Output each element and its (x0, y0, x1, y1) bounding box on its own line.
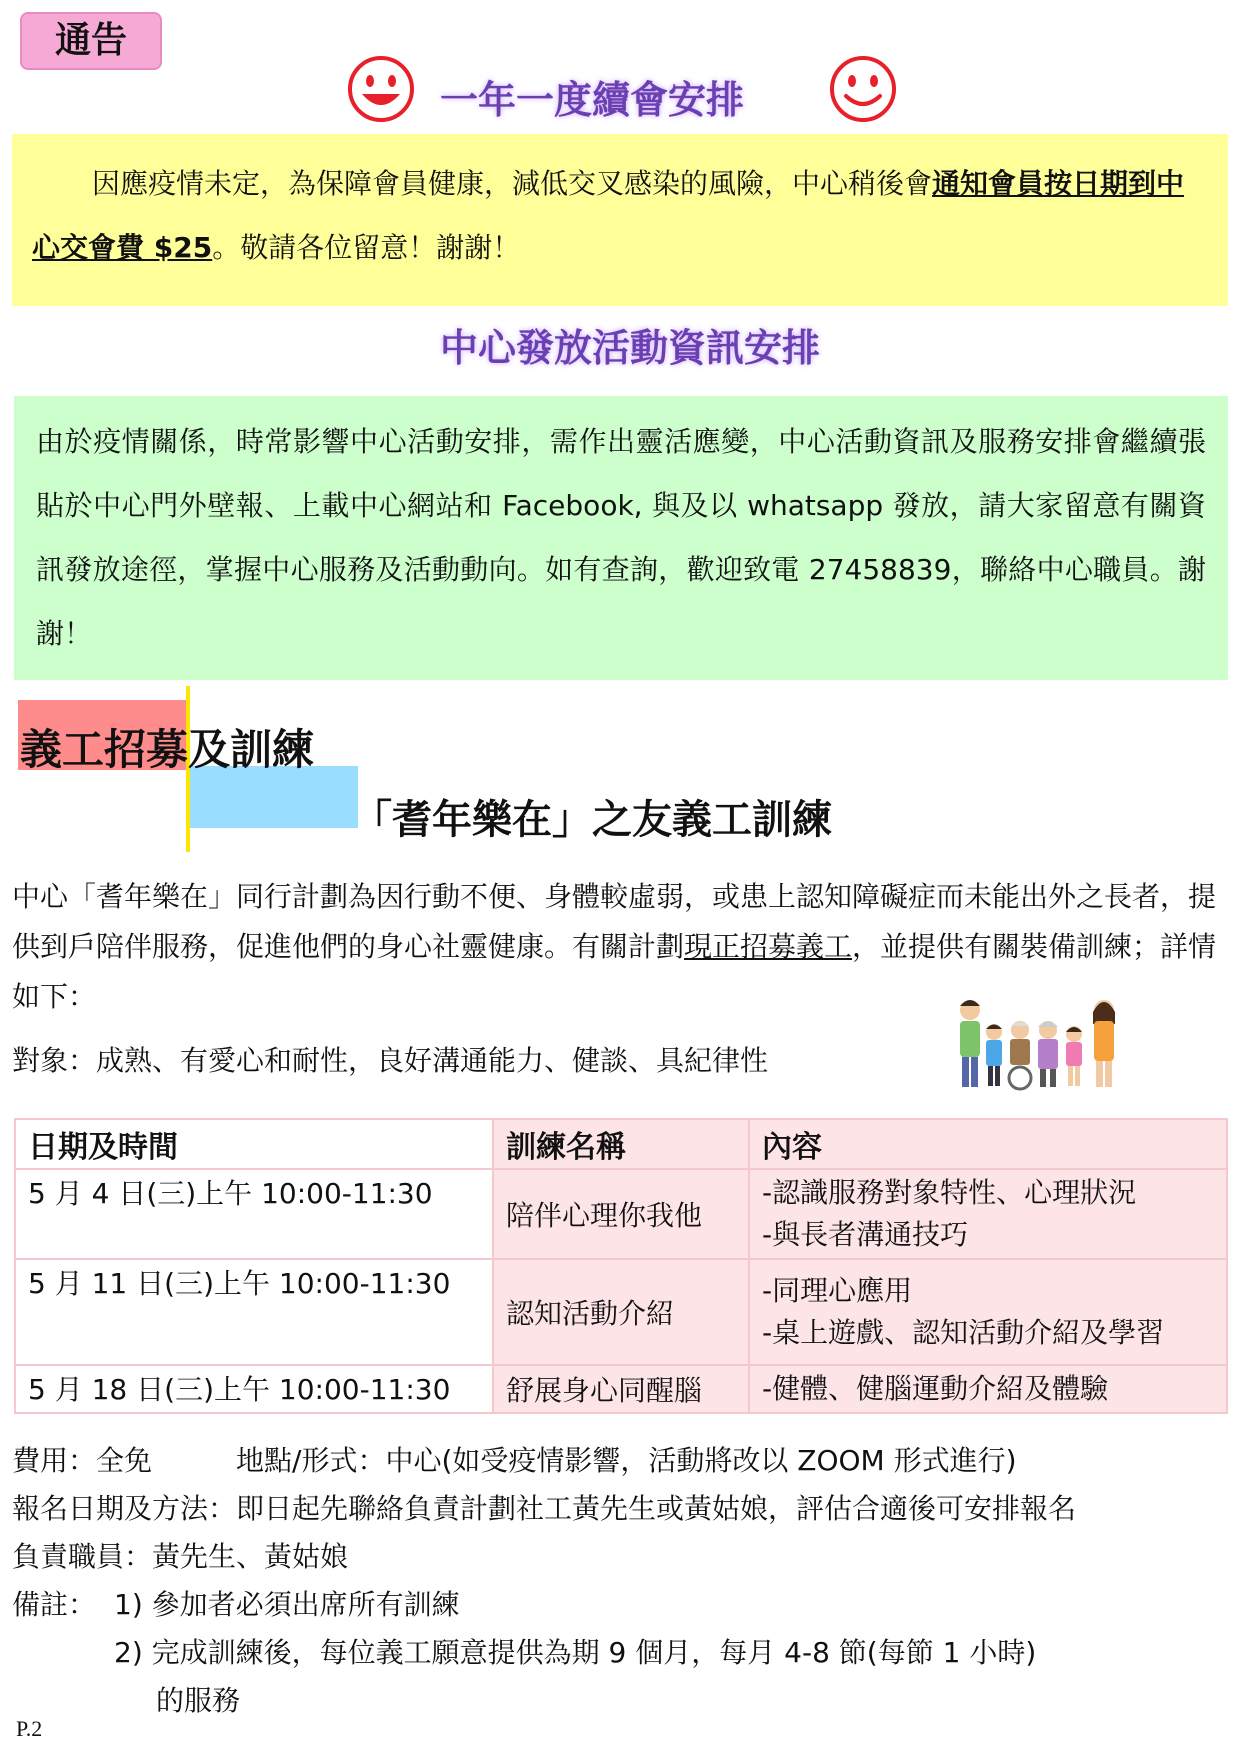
row-name: 陪伴心理你我他 (493, 1169, 749, 1259)
intro-highlight: 現正招募義工 (684, 930, 853, 963)
smiley-face-icon (828, 54, 898, 124)
row-content (749, 1169, 1227, 1259)
notice-tag: 通告 (20, 12, 162, 70)
renewal-text-highlight: 通知會員按日期到中心交會費 $25 (32, 167, 1185, 264)
renewal-text: 因應疫情未定，為保障會員健康，減低交叉感染的風險，中心稍後會 (92, 167, 933, 200)
notes-label: 備註： (12, 1588, 97, 1621)
info-title: 中心發放活動資訊安排 (439, 326, 820, 370)
info-notice-box (14, 396, 1228, 680)
row-content (749, 1259, 1227, 1365)
fee-venue-row (12, 1436, 1017, 1486)
note-item-2-continued: 的服務 (156, 1684, 241, 1717)
note-item-2: 2) 完成訓練後，每位義工願意提供為期 9 個月，每月 4-8 節(每節 1 小時) (114, 1636, 1037, 1669)
smiley-face-icon (346, 54, 416, 124)
row-date: 5 月 11 日(三)上午 10:00-11:30 (15, 1259, 493, 1365)
content-line: -認識服務對象特性、心理狀況 (762, 1176, 1137, 1209)
venue-text: 地點/形式：中心(如受疫情影響，活動將改以 ZOOM 形式進行) (236, 1444, 1017, 1477)
row-content (749, 1365, 1227, 1413)
header-date: 日期及時間 (15, 1119, 493, 1169)
row-date: 5 月 18 日(三)上午 10:00-11:30 (15, 1365, 493, 1413)
content-line: -同理心應用 (762, 1274, 913, 1307)
page-number: P.2 (16, 1716, 43, 1741)
table-row (15, 1169, 1227, 1259)
content-line: -桌上遊戲、認知活動介紹及學習 (762, 1316, 1165, 1349)
table-row (15, 1365, 1227, 1413)
row-date: 5 月 4 日(三)上午 10:00-11:30 (15, 1169, 493, 1259)
content-line: -健體、健腦運動介紹及體驗 (762, 1372, 1109, 1405)
row-name: 舒展身心同醒腦 (493, 1365, 749, 1413)
table-header-row (15, 1119, 1227, 1169)
table-row (15, 1259, 1227, 1365)
renewal-text-end: 。敬請各位留意！謝謝！ (212, 231, 521, 264)
row-name: 認知活動介紹 (493, 1259, 749, 1365)
fee-text: 費用：全免 (12, 1444, 153, 1477)
header-name: 訓練名稱 (493, 1119, 749, 1169)
target-participants: 對象：成熟、有愛心和耐性，良好溝通能力、健談、具紀律性 (12, 1044, 769, 1077)
staff-text: 負責職員：黃先生、黃姑娘 (12, 1540, 349, 1573)
intro-text: 中心「耆年樂在」同行計劃為因行動不便、身體較虛弱，或患上認知障礙症而未能出外之長者，提供到戶陪伴服務，促進他們的身心社靈健康。有關計劃 (12, 880, 1217, 963)
note-item-1: 1) 參加者必須出席所有訓練 (114, 1588, 460, 1621)
header-content: 內容 (749, 1119, 1227, 1169)
intro-text-end: ，並提供有關裝備訓練；詳情如下： (12, 930, 1217, 1013)
content-line: -與長者溝通技巧 (762, 1218, 969, 1251)
renewal-title: 一年一度續會安排 (440, 78, 745, 122)
volunteer-section-title: 義工招募及訓練 (20, 725, 315, 774)
registration-text: 報名日期及方法：即日起先聯絡負責計劃社工黃先生或黃姑娘，評估合適後可安排報名 (12, 1492, 1077, 1525)
family-elderly-illustration (952, 994, 1132, 1092)
renewal-notice-box (12, 134, 1228, 306)
training-schedule-table (14, 1118, 1228, 1414)
volunteer-training-subtitle: 「耆年樂在」之友義工訓練 (352, 797, 832, 843)
info-text: 由於疫情關係，時常影響中心活動安排，需作出靈活應變，中心活動資訊及服務安排會繼續張貼於中心門外壁報、上載中心網站和 Facebook, 與及以 whatsapp 發放，請大家留意有關資訊發放途徑，掌握中心服務及活動動向。如有查詢，歡迎致電 27458839，聯絡中心職員。謝謝！ (36, 425, 1206, 650)
